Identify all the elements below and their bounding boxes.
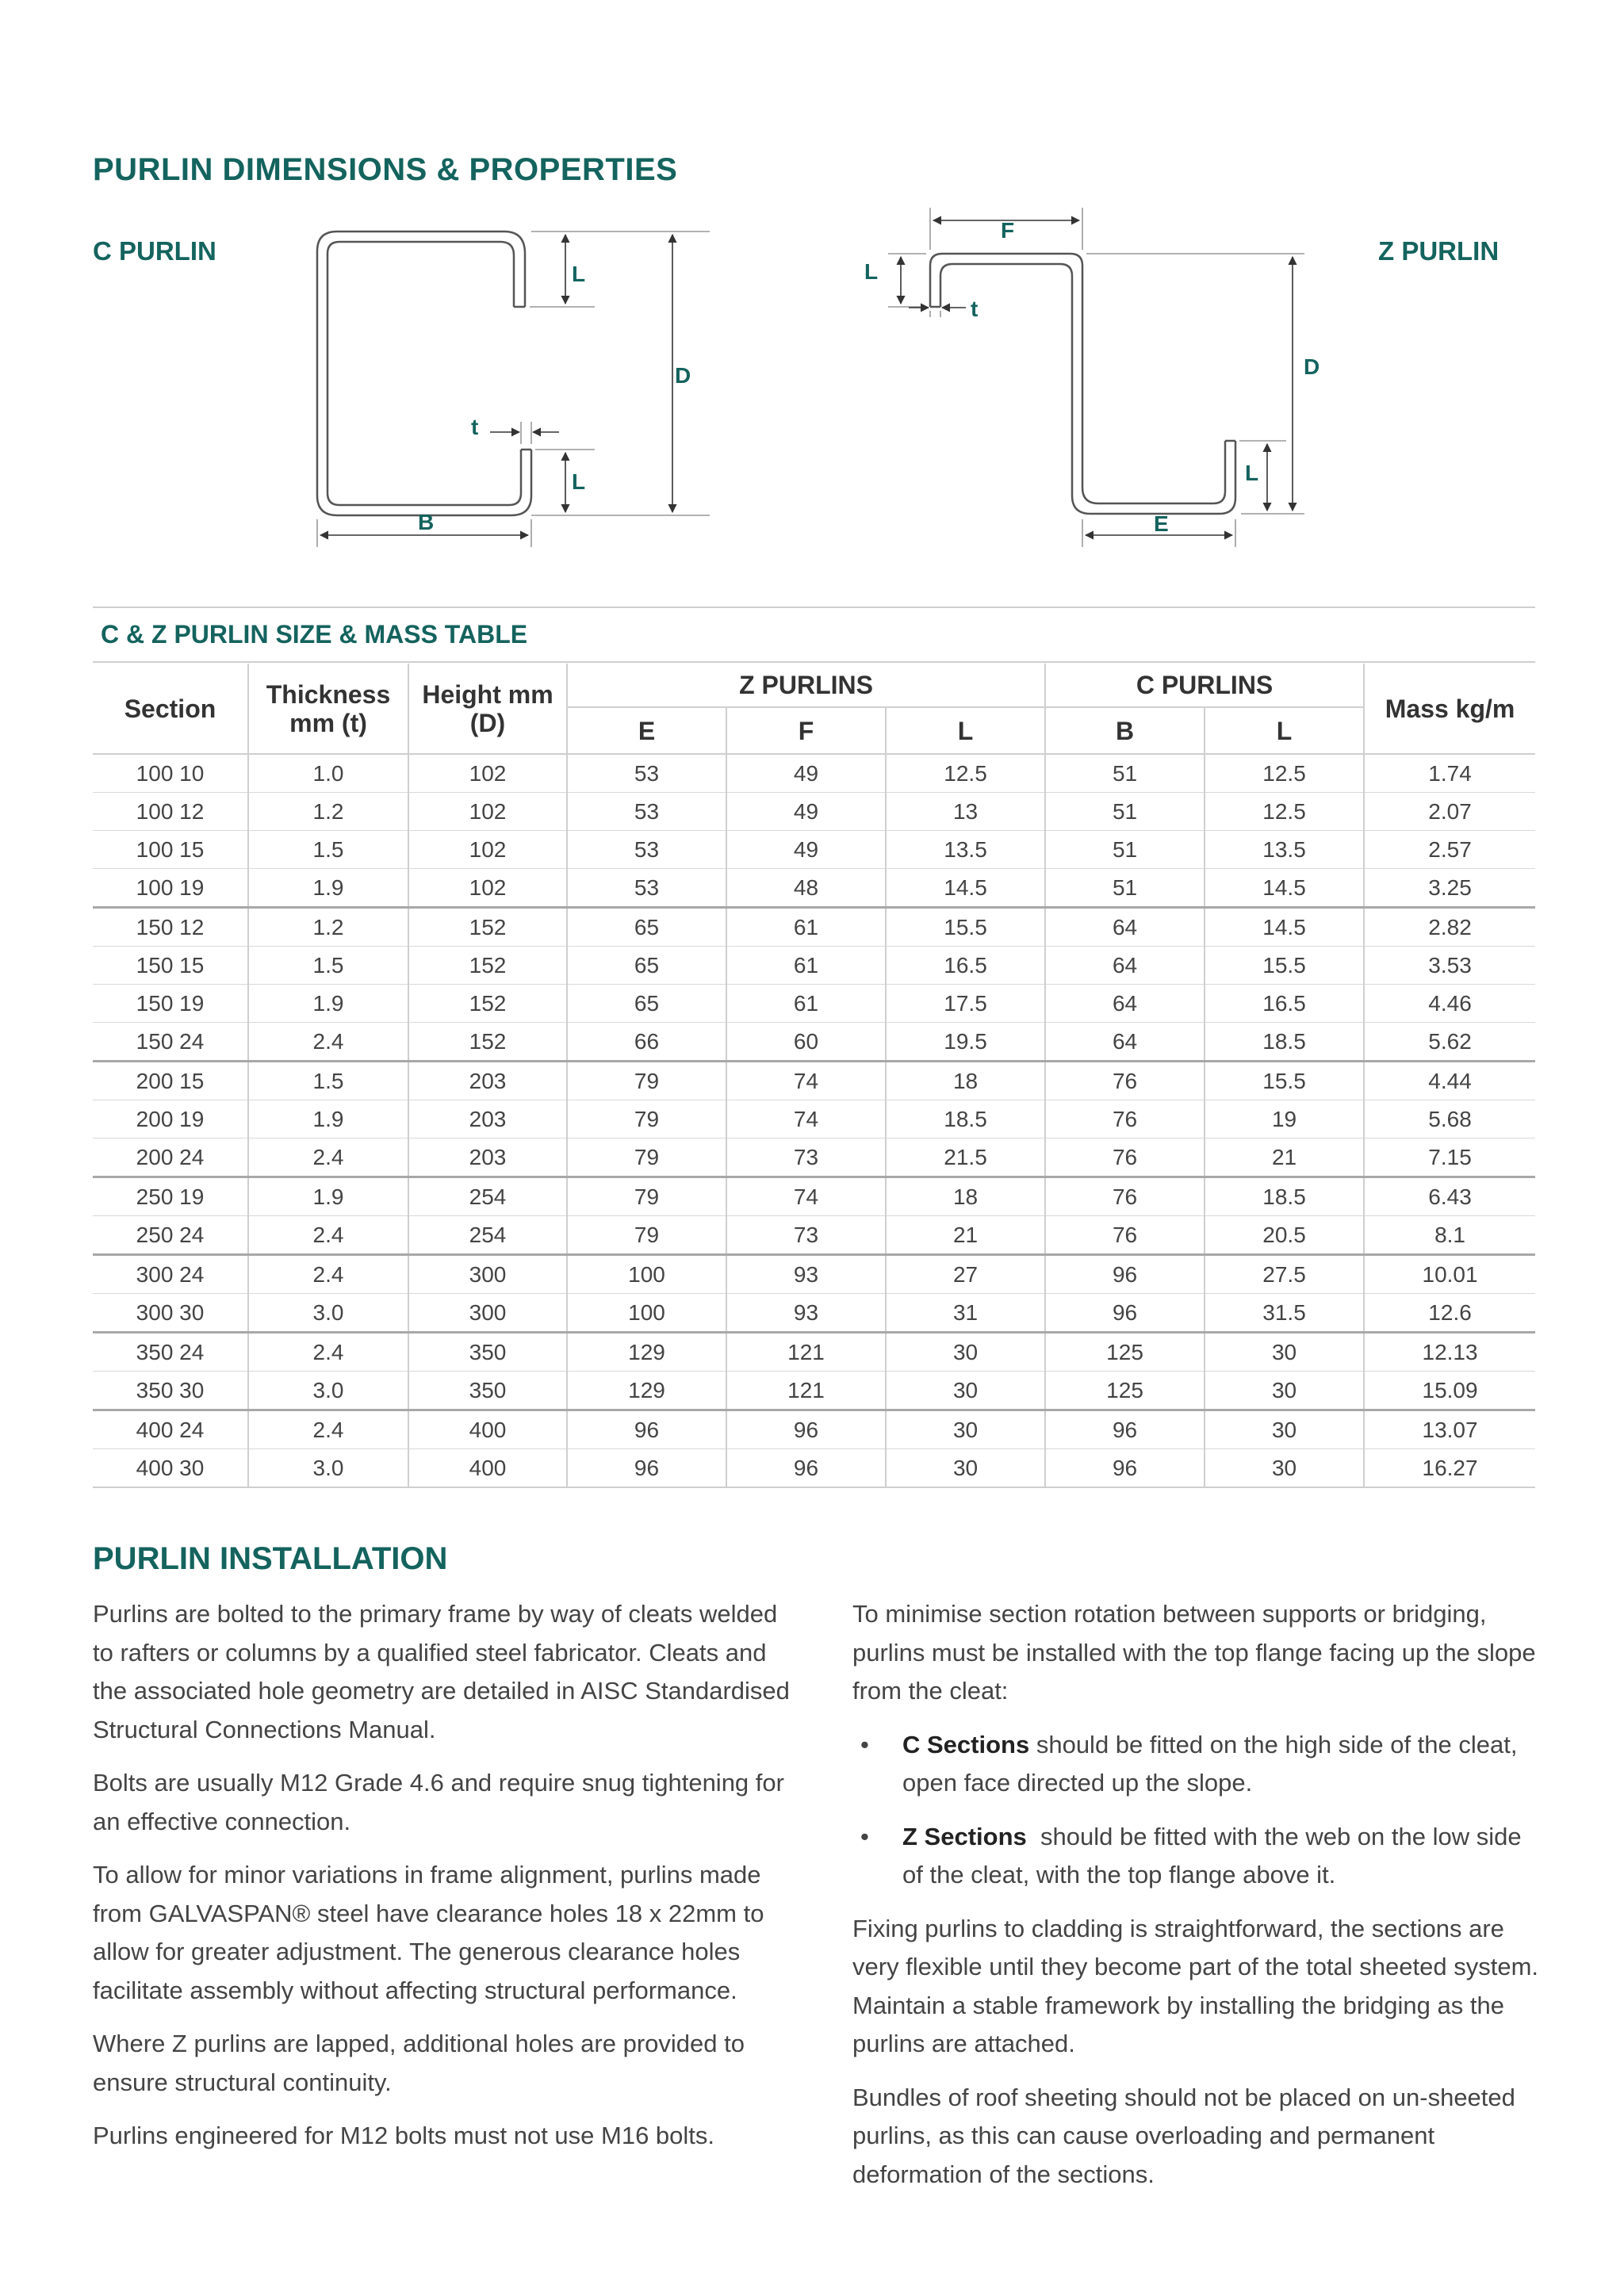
table-cell: 125: [1045, 1333, 1205, 1372]
c-dim-l-top: L: [572, 262, 586, 286]
table-cell: 30: [1205, 1333, 1364, 1372]
table-cell: 21: [1205, 1138, 1364, 1177]
table-cell: 53: [567, 869, 726, 908]
table-cell: 102: [408, 793, 567, 831]
table-cell: 61: [726, 908, 886, 947]
divider-top: [93, 607, 1535, 608]
table-cell: 31.5: [1205, 1294, 1364, 1333]
table-cell: 2.4: [248, 1023, 408, 1062]
table-cell: 51: [1045, 831, 1205, 869]
table-cell: 203: [408, 1138, 567, 1177]
table-row: [93, 908, 1535, 947]
c-dim-b: B: [418, 510, 435, 534]
table-cell: 30: [886, 1372, 1045, 1410]
table-cell: 150 24: [93, 1023, 248, 1062]
header-f: F: [726, 707, 886, 754]
table-cell: 48: [726, 869, 886, 908]
table-cell: 129: [567, 1333, 726, 1372]
table-cell: 152: [408, 985, 567, 1023]
table-cell: 12.13: [1364, 1333, 1535, 1372]
table-cell: 20.5: [1205, 1216, 1364, 1255]
table-cell: 1.9: [248, 985, 408, 1023]
table-cell: 76: [1045, 1216, 1205, 1255]
bullet-lead: C Sections: [902, 1730, 1030, 1758]
table-cell: 93: [726, 1255, 886, 1294]
table-cell: 13: [886, 793, 1045, 831]
table-cell: 65: [567, 947, 726, 985]
table-cell: 3.0: [248, 1372, 408, 1410]
table-cell: 64: [1045, 908, 1205, 947]
table-cell: 152: [408, 1023, 567, 1062]
table-cell: 102: [408, 831, 567, 869]
header-z-purlins: Z PURLINS: [567, 664, 1045, 707]
table-row: [93, 1333, 1535, 1372]
table-cell: 96: [567, 1449, 726, 1488]
table-cell: 1.9: [248, 1177, 408, 1216]
table-cell: 2.4: [248, 1216, 408, 1255]
header-section: Section: [93, 664, 248, 754]
table-cell: 1.5: [248, 1062, 408, 1100]
table-row: [93, 1216, 1535, 1255]
table-cell: 18.5: [886, 1100, 1045, 1138]
paragraph: Purlins are bolted to the primary frame by way of cleats welded to rafters or columns by a qualified steel fabricator. Cleats and the associated hole geometry are detailed in AISC Standardised Structural Connections Manual.: [93, 1600, 790, 1743]
header-mass: Mass kg/m: [1364, 664, 1535, 754]
table-cell: 6.43: [1364, 1177, 1535, 1216]
table-cell: 96: [1045, 1449, 1205, 1488]
table-cell: 74: [726, 1177, 886, 1216]
installation-left-column: [93, 1595, 791, 2171]
table-cell: 203: [408, 1100, 567, 1138]
table-cell: 61: [726, 985, 886, 1023]
table-cell: 79: [567, 1100, 726, 1138]
table-cell: 1.5: [248, 947, 408, 985]
z-dim-f: F: [1001, 218, 1015, 243]
table-cell: 27: [886, 1255, 1045, 1294]
table-cell: 30: [886, 1333, 1045, 1372]
table-cell: 15.5: [886, 908, 1045, 947]
divider-table-title: [93, 661, 1535, 663]
table-cell: 53: [567, 754, 726, 793]
table-cell: 3.0: [248, 1294, 408, 1333]
table-row: [93, 1372, 1535, 1410]
table-cell: 2.07: [1364, 793, 1535, 831]
table-cell: 250 24: [93, 1216, 248, 1255]
table-cell: 60: [726, 1023, 886, 1062]
table-cell: 12.6: [1364, 1294, 1535, 1333]
table-cell: 300: [408, 1255, 567, 1294]
purlin-diagrams: [0, 0, 1624, 571]
table-cell: 76: [1045, 1062, 1205, 1100]
table-cell: 21.5: [886, 1138, 1045, 1177]
table-cell: 66: [567, 1023, 726, 1062]
paragraph: Fixing purlins to cladding is straightforward, the sections are very flexible until they become part of the total sheeted system. Maintain a stable framework by installing the bridging as the purlins are attached.: [852, 1914, 1539, 2057]
table-cell: 16.5: [886, 947, 1045, 985]
table-body: [93, 754, 1535, 1487]
z-purlin-profile: [930, 254, 1235, 514]
table-cell: 65: [567, 985, 726, 1023]
table-cell: 2.82: [1364, 908, 1535, 947]
table-row: [93, 947, 1535, 985]
table-cell: 12.5: [1205, 793, 1364, 831]
c-purlin-label: C PURLIN: [93, 236, 216, 266]
table-cell: 65: [567, 908, 726, 947]
table-cell: 1.5: [248, 831, 408, 869]
table-cell: 53: [567, 831, 726, 869]
table-cell: 13.5: [886, 831, 1045, 869]
paragraph: To minimise section rotation between supports or bridging, purlins must be installed with the top flange facing up the slope from the cleat:: [852, 1600, 1536, 1705]
header-z-l: L: [886, 707, 1045, 754]
installation-right-column: [852, 1595, 1542, 2209]
table-row: [93, 793, 1535, 831]
table-cell: 1.2: [248, 793, 408, 831]
table-cell: 3.25: [1364, 869, 1535, 908]
table-cell: 15.5: [1205, 947, 1364, 985]
table-cell: 150 12: [93, 908, 248, 947]
header-c-l: L: [1205, 707, 1364, 754]
z-dim-l-top: L: [864, 259, 879, 284]
table-cell: 64: [1045, 985, 1205, 1023]
table-cell: 49: [726, 793, 886, 831]
table-row: [93, 1138, 1535, 1177]
table-row: [93, 831, 1535, 869]
table-cell: 79: [567, 1216, 726, 1255]
table-cell: 74: [726, 1062, 886, 1100]
table-cell: 15.5: [1205, 1062, 1364, 1100]
z-purlin-label: Z PURLIN: [1378, 236, 1500, 266]
table-cell: 51: [1045, 793, 1205, 831]
table-cell: 13.5: [1205, 831, 1364, 869]
table-cell: 18: [886, 1177, 1045, 1216]
table-cell: 14.5: [886, 869, 1045, 908]
table-cell: 30: [886, 1449, 1045, 1488]
paragraph: Bundles of roof sheeting should not be placed on un-sheeted purlins, as this can cause overloading and permanent deformation of the sections.: [852, 2083, 1515, 2188]
table-cell: 5.68: [1364, 1100, 1535, 1138]
table-cell: 200 19: [93, 1100, 248, 1138]
table-row: [93, 1449, 1535, 1488]
table-cell: 30: [1205, 1410, 1364, 1449]
table-row: [93, 985, 1535, 1023]
table-cell: 300 24: [93, 1255, 248, 1294]
c-purlin-profile: [317, 232, 531, 515]
table-cell: 121: [726, 1333, 886, 1372]
table-cell: 73: [726, 1216, 886, 1255]
table-row: [93, 1023, 1535, 1062]
table-cell: 400: [408, 1449, 567, 1488]
table-row: [93, 1100, 1535, 1138]
table-cell: 102: [408, 754, 567, 793]
table-cell: 3.53: [1364, 947, 1535, 985]
table-cell: 100 19: [93, 869, 248, 908]
table-row: [93, 1177, 1535, 1216]
table-cell: 18.5: [1205, 1023, 1364, 1062]
table-cell: 53: [567, 793, 726, 831]
table-cell: 100: [567, 1255, 726, 1294]
bullet-item: [852, 1818, 1542, 1895]
table-cell: 200 15: [93, 1062, 248, 1100]
table-cell: 49: [726, 831, 886, 869]
table-cell: 64: [1045, 1023, 1205, 1062]
table-cell: 96: [726, 1410, 886, 1449]
header-c-purlins: C PURLINS: [1045, 664, 1364, 707]
table-cell: 350 30: [93, 1372, 248, 1410]
table-cell: 96: [1045, 1410, 1205, 1449]
table-cell: 76: [1045, 1177, 1205, 1216]
table-cell: 30: [886, 1410, 1045, 1449]
table-cell: 300 30: [93, 1294, 248, 1333]
table-cell: 61: [726, 947, 886, 985]
paragraph: To allow for minor variations in frame alignment, purlins made from GALVASPAN® steel have clearance holes 18 x 22mm to allow for greater adjustment. The generous clearance holes facilitate assembly without affecting structural performance.: [93, 1861, 764, 2004]
table-cell: 16.27: [1364, 1449, 1535, 1488]
table-cell: 76: [1045, 1100, 1205, 1138]
table-cell: 100 12: [93, 793, 248, 831]
table-cell: 8.1: [1364, 1216, 1535, 1255]
table-cell: 254: [408, 1177, 567, 1216]
table-cell: 18.5: [1205, 1177, 1364, 1216]
table-cell: 152: [408, 908, 567, 947]
table-cell: 400: [408, 1410, 567, 1449]
z-purlin-dimensions: [888, 208, 1304, 547]
table-cell: 2.4: [248, 1255, 408, 1294]
z-dim-d: D: [1304, 354, 1320, 379]
header-e: E: [567, 707, 726, 754]
table-cell: 254: [408, 1216, 567, 1255]
table-cell: 76: [1045, 1138, 1205, 1177]
table-cell: 12.5: [886, 754, 1045, 793]
table-row: [93, 1410, 1535, 1449]
table-title: C & Z PURLIN SIZE & MASS TABLE: [101, 620, 528, 649]
header-thickness: Thickness mm (t): [248, 664, 408, 754]
table-cell: 12.5: [1205, 754, 1364, 793]
table-cell: 100 10: [93, 754, 248, 793]
table-cell: 10.01: [1364, 1255, 1535, 1294]
table-cell: 79: [567, 1177, 726, 1216]
table-cell: 93: [726, 1294, 886, 1333]
table-cell: 300: [408, 1294, 567, 1333]
table-cell: 150 15: [93, 947, 248, 985]
table-cell: 16.5: [1205, 985, 1364, 1023]
table-cell: 2.57: [1364, 831, 1535, 869]
table-cell: 5.62: [1364, 1023, 1535, 1062]
table-cell: 250 19: [93, 1177, 248, 1216]
table-cell: 350: [408, 1372, 567, 1410]
table-row: [93, 1294, 1535, 1333]
bullet-list: [852, 1726, 1542, 1895]
table-cell: 3.0: [248, 1449, 408, 1488]
paragraph: Bolts are usually M12 Grade 4.6 and require snug tightening for an effective connection.: [93, 1769, 784, 1835]
table-cell: 73: [726, 1138, 886, 1177]
table-cell: 74: [726, 1100, 886, 1138]
table-cell: 350 24: [93, 1333, 248, 1372]
table-cell: 96: [726, 1449, 886, 1488]
table-cell: 1.0: [248, 754, 408, 793]
table-cell: 2.4: [248, 1333, 408, 1372]
table-cell: 200 24: [93, 1138, 248, 1177]
table-cell: 27.5: [1205, 1255, 1364, 1294]
table-cell: 96: [1045, 1294, 1205, 1333]
table-cell: 51: [1045, 754, 1205, 793]
table-row: [93, 754, 1535, 793]
table-cell: 13.07: [1364, 1410, 1535, 1449]
table-cell: 30: [1205, 1449, 1364, 1488]
table-cell: 64: [1045, 947, 1205, 985]
table-cell: 4.44: [1364, 1062, 1535, 1100]
bullet-icon: •: [860, 1822, 869, 1850]
table-cell: 400 24: [93, 1410, 248, 1449]
size-mass-table: [93, 664, 1535, 1488]
table-cell: 51: [1045, 869, 1205, 908]
table-cell: 1.2: [248, 908, 408, 947]
table-cell: 1.9: [248, 869, 408, 908]
table-cell: 150 19: [93, 985, 248, 1023]
bullet-icon: •: [860, 1730, 869, 1758]
table-cell: 7.15: [1364, 1138, 1535, 1177]
table-cell: 1.74: [1364, 754, 1535, 793]
table-cell: 350: [408, 1333, 567, 1372]
table-cell: 100 15: [93, 831, 248, 869]
table-cell: 14.5: [1205, 908, 1364, 947]
z-dim-t: t: [971, 297, 979, 321]
table-cell: 100: [567, 1294, 726, 1333]
table-cell: 31: [886, 1294, 1045, 1333]
table-cell: 102: [408, 869, 567, 908]
bullet-text: should be fitted with the web on the low side of the cleat, with the top flange above it.: [902, 1822, 1529, 1888]
bullet-lead: Z Sections: [902, 1822, 1027, 1850]
table-cell: 15.09: [1364, 1372, 1535, 1410]
table-cell: 79: [567, 1062, 726, 1100]
installation-title: PURLIN INSTALLATION: [93, 1541, 448, 1576]
table-cell: 21: [886, 1216, 1045, 1255]
table-row: [93, 869, 1535, 908]
table-cell: 125: [1045, 1372, 1205, 1410]
table-cell: 79: [567, 1138, 726, 1177]
page-title: PURLIN DIMENSIONS & PROPERTIES: [93, 152, 678, 187]
table-cell: 152: [408, 947, 567, 985]
z-dim-l-bottom: L: [1245, 461, 1259, 485]
table-cell: 2.4: [248, 1410, 408, 1449]
table-cell: 2.4: [248, 1138, 408, 1177]
table-cell: 96: [1045, 1255, 1205, 1294]
bullet-item: [852, 1726, 1542, 1803]
table-cell: 121: [726, 1372, 886, 1410]
paragraph: Purlins engineered for M12 bolts must not use M16 bolts.: [93, 2122, 715, 2149]
table-cell: 30: [1205, 1372, 1364, 1410]
c-dim-d: D: [675, 363, 691, 388]
table-cell: 96: [567, 1410, 726, 1449]
table-cell: 400 30: [93, 1449, 248, 1488]
table-cell: 17.5: [886, 985, 1045, 1023]
z-dim-e: E: [1154, 511, 1169, 536]
table-cell: 1.9: [248, 1100, 408, 1138]
table-cell: 19: [1205, 1100, 1364, 1138]
bullet-text: should be fitted on the high side of the cleat, open face directed up the slope.: [902, 1730, 1518, 1797]
table-cell: 18: [886, 1062, 1045, 1100]
c-dim-l-bottom: L: [572, 469, 586, 494]
table-cell: 14.5: [1205, 869, 1364, 908]
table-cell: 4.46: [1364, 985, 1535, 1023]
table-row: [93, 1062, 1535, 1100]
table-cell: 49: [726, 754, 886, 793]
c-dim-t: t: [471, 415, 479, 439]
table-cell: 19.5: [886, 1023, 1045, 1062]
table-row: [93, 1255, 1535, 1294]
header-b: B: [1045, 707, 1205, 754]
table-cell: 203: [408, 1062, 567, 1100]
table-cell: 129: [567, 1372, 726, 1410]
header-height: Height mm (D): [408, 664, 567, 754]
paragraph: Where Z purlins are lapped, additional holes are provided to ensure structural continuity.: [93, 2030, 745, 2096]
